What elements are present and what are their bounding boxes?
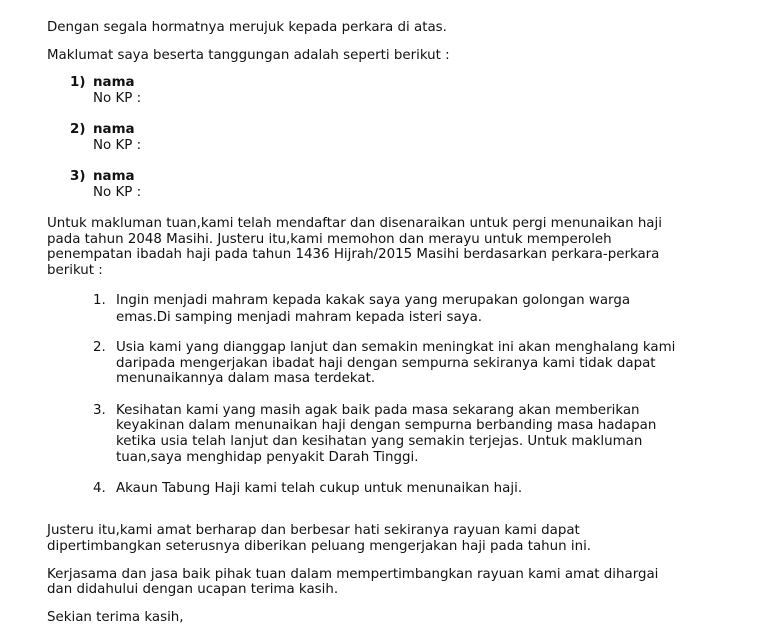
dependent-kp: No KP :: [93, 138, 142, 153]
paragraph-line: dan didahului dengan ucapan terima kasih.: [47, 582, 339, 597]
paragraph-line: berikut :: [47, 263, 103, 278]
dependent-name: nama: [93, 169, 135, 184]
info-heading: Maklumat saya beserta tanggungan adalah seperti berikut :: [47, 48, 450, 63]
paragraph-line: pada tahun 2048 Masihi. Justeru itu,kami memohon dan merayu untuk memperoleh: [47, 232, 612, 247]
paragraph-line: Kerjasama dan jasa baik pihak tuan dalam mempertimbangkan rayuan kami amat dihargai: [47, 567, 659, 582]
reason-number: 3.: [93, 403, 106, 418]
paragraph-line: penempatan ibadah haji pada tahun 1436 Hijrah/2015 Masihi berdasarkan perkara-perkara: [47, 247, 660, 262]
reason-line: keyakinan dalam menunaikan haji dengan sempurna berbanding masa hadapan: [116, 418, 657, 433]
intro-text: Dengan segala hormatnya merujuk kepada perkara di atas.: [47, 20, 447, 35]
reason-line: menunaikannya dalam masa terdekat.: [116, 371, 376, 386]
reason-number: 2.: [93, 340, 106, 355]
reason-line: tuan,saya menghidap penyakit Darah Tinggi.: [116, 450, 419, 465]
paragraph-line: Justeru itu,kami amat berharap dan berbesar hati sekiranya rayuan kami dapat: [47, 523, 580, 538]
dependent-number: 3): [70, 169, 86, 184]
paragraph-line: Untuk makluman tuan,kami telah mendaftar dan disenaraikan untuk pergi menunaikan haji: [47, 216, 662, 231]
dependent-name: nama: [93, 122, 135, 137]
reason-line: emas.Di samping menjadi mahram kepada isteri saya.: [116, 310, 483, 325]
dependent-number: 1): [70, 75, 86, 90]
dependent-name: nama: [93, 75, 135, 90]
reason-line: ketika usia telah lanjut dan kesihatan yang semakin terjejas. Untuk makluman: [116, 434, 643, 449]
closing-text: Sekian terima kasih,: [47, 610, 184, 625]
reason-line: Ingin menjadi mahram kepada kakak saya yang merupakan golongan warga: [116, 293, 631, 308]
dependent-kp: No KP :: [93, 185, 142, 200]
reason-line: Usia kami yang dianggap lanjut dan semakin meningkat ini akan menghalang kami: [116, 340, 676, 355]
reason-line: Akaun Tabung Haji kami telah cukup untuk menunaikan haji.: [116, 481, 523, 496]
reason-line: daripada mengerjakan ibadat haji dengan sempurna sekiranya kami tidak dapat: [116, 356, 656, 371]
dependent-number: 2): [70, 122, 86, 137]
paragraph-line: dipertimbangkan seterusnya diberikan peluang mengerjakan haji pada tahun ini.: [47, 539, 592, 554]
reason-line: Kesihatan kami yang masih agak baik pada masa sekarang akan memberikan: [116, 403, 640, 418]
dependent-kp: No KP :: [93, 91, 142, 106]
reason-number: 1.: [93, 293, 106, 308]
reason-number: 4.: [93, 481, 106, 496]
